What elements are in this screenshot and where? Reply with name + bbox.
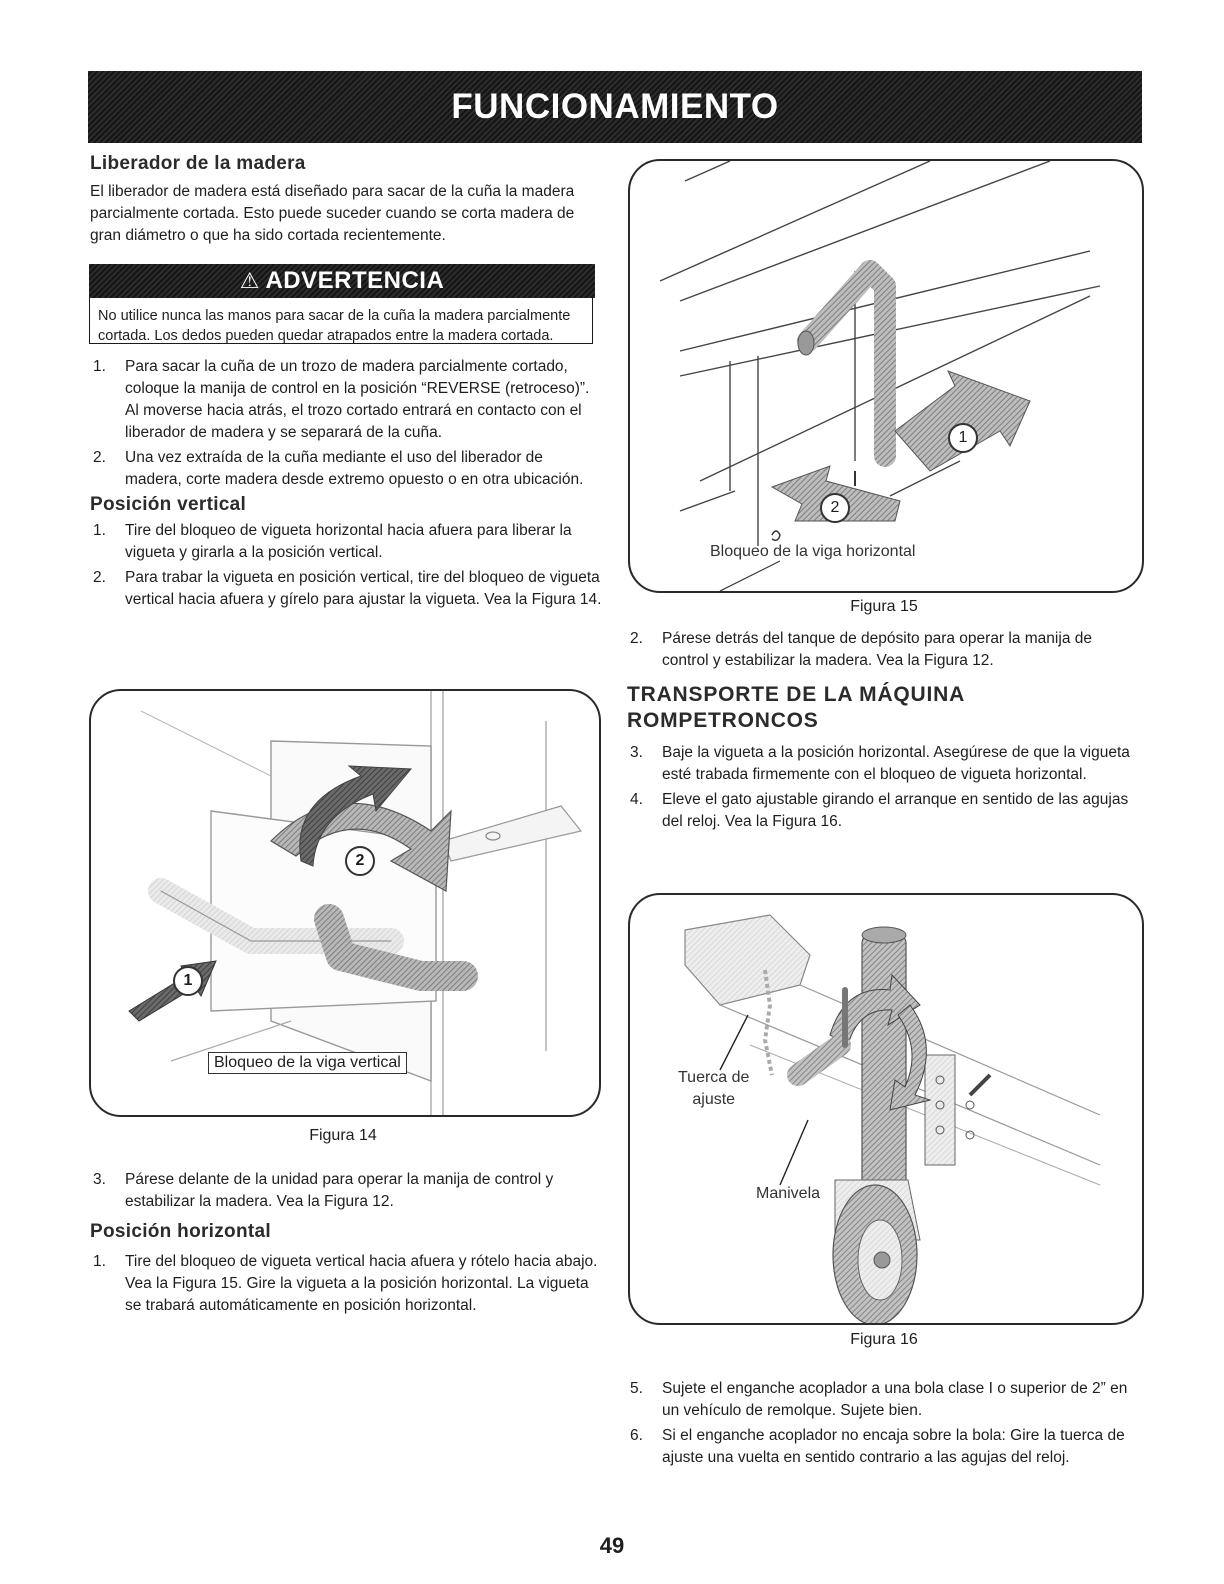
- figure-15-label: Bloqueo de la viga horizontal: [710, 543, 916, 560]
- transport-list: [627, 742, 1135, 833]
- wood-release-steps: [90, 356, 602, 614]
- warning-icon: ⚠: [239, 268, 260, 293]
- step3-list: [90, 1169, 600, 1213]
- figure-14-caption: Figura 14: [309, 1127, 377, 1144]
- list-item: 5. Sujete el enganche acoplador a una bola clase I o superior de 2” en un vehículo de remolque. Sujete bien.: [630, 1380, 1128, 1419]
- callout-2: 2: [820, 493, 850, 523]
- figure-15-illustration: [630, 161, 1142, 591]
- callout-1: 1: [173, 966, 203, 996]
- list-item: 6. Si el enganche acoplador no encaja sobre la bola: Gire la tuerca de ajuste una vuelta en sentido contrario a las agujas del reloj.: [630, 1427, 1125, 1466]
- wood-release-heading: Liberador de la madera: [90, 153, 306, 174]
- warning-text: No utilice nunca las manos para sacar de la cuña la madera parcialmente cortada. Los dedos pueden quedar atrapados entre la madera cortada.: [98, 308, 571, 344]
- nut-label: Tuerca de ajuste: [678, 1069, 750, 1108]
- left-column: [90, 153, 605, 247]
- step2-list: [627, 628, 1135, 672]
- figure-15: [628, 159, 1144, 593]
- list-item: 2. Para trabar la vigueta en posición vertical, tire del bloqueo de vigueta vertical hacia afuera y gírelo para ajustar la vigueta. Vea la Figura 14.: [93, 569, 602, 608]
- list-item: 3. Baje la vigueta a la posición horizontal. Asegúrese de que la vigueta esté trabada firmemente con el bloqueo de vigueta horizontal.: [630, 744, 1130, 783]
- list-item: 1. Para sacar la cuña de un trozo de madera parcialmente cortado, coloque la manija de control en la posición “REVERSE (retroceso)”. Al moverse hacia atrás, el trozo cortado entrará en contacto con el liberador de madera y se separará de la cuña.: [93, 358, 590, 441]
- list-item: 1. Tire del bloqueo de vigueta vertical hacia afuera y rótelo hacia abajo. Vea la Figura 15. Gire la vigueta a la posición horizontal. La vigueta se trabará automáticamente en posición horizontal.: [93, 1253, 598, 1314]
- vertical-list: [90, 520, 602, 611]
- wood-release-intro: El liberador de madera está diseñado para sacar de la cuña la madera parcialmente cortada. Esto puede suceder cuando se corta madera de gran diámetro o que ha sido cortada recientemente.: [90, 183, 575, 244]
- list-item: 2. Una vez extraída de la cuña mediante el uso del liberador de madera, corte madera desde extremo opuesto o en otra ubicación.: [93, 449, 584, 488]
- warning-box: [89, 298, 593, 344]
- list-item: 2. Párese detrás del tanque de depósito para operar la manija de control y estabilizar la madera. Vea la Figura 12.: [630, 630, 1092, 669]
- page-number: 49: [599, 1533, 625, 1558]
- section-banner: [88, 71, 1142, 143]
- figure-16-caption: Figura 16: [850, 1331, 918, 1348]
- wood-release-list: [90, 356, 602, 491]
- warning-header: [89, 264, 595, 298]
- list-item: 1. Tire del bloqueo de vigueta horizontal hacia afuera para liberar la vigueta y girarla a la posición vertical.: [93, 522, 572, 561]
- list-item: 3. Párese delante de la unidad para operar la manija de control y estabilizar la madera. Vea la Figura 12.: [93, 1171, 554, 1210]
- final-steps-list: [627, 1378, 1137, 1469]
- figure-14: [89, 689, 601, 1117]
- right-lower: [627, 1378, 1137, 1472]
- left-lower: [90, 1169, 600, 1320]
- crank-label: Manivela: [756, 1185, 821, 1202]
- vertical-heading: Posición vertical: [90, 494, 247, 515]
- warning-title: ADVERTENCIA: [265, 267, 445, 294]
- transport-heading: TRANSPORTE DE LA MÁQUINA ROMPETRONCOS: [627, 683, 966, 732]
- figure-16: [628, 893, 1144, 1325]
- section-title: FUNCIONAMIENTO: [451, 87, 779, 126]
- callout-2: 2: [345, 846, 375, 876]
- figure-15-caption: Figura 15: [850, 598, 918, 615]
- horizontal-list: [90, 1251, 600, 1317]
- list-item: 4. Eleve el gato ajustable girando el arranque en sentido de las agujas del reloj. Vea la Figura 16.: [630, 791, 1129, 830]
- horizontal-heading: Posición horizontal: [90, 1221, 271, 1242]
- right-mid: [627, 628, 1135, 836]
- figure-14-label: Bloqueo de la viga vertical: [208, 1052, 407, 1074]
- callout-1: 1: [948, 423, 978, 453]
